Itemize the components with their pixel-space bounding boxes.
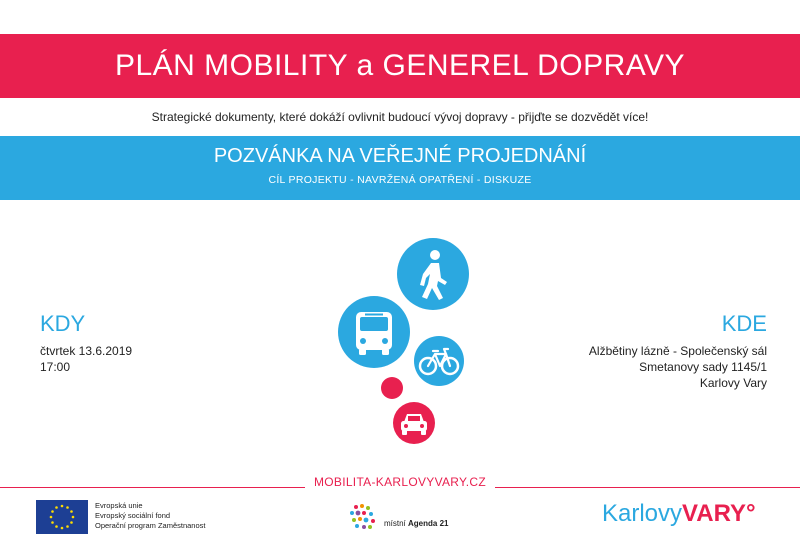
eu-text-1: Evropská unie [95,501,143,510]
bus-icon [338,296,410,368]
where-city: Karlovy Vary [699,376,767,390]
agenda21-logo-icon [348,503,380,531]
eu-text-3: Operační program Zaměstnanost [95,521,206,530]
website-link[interactable]: MOBILITA-KARLOVYVARY.CZ [313,475,487,489]
website-line-right [495,487,800,488]
invitation-heading: POZVÁNKA NA VEŘEJNÉ PROJEDNÁNÍ [213,145,587,167]
page-subtitle: Strategické dokumenty, které dokáží ovlivnit budoucí vývoj dopravy - přijďte se dozvědět více! [151,110,649,124]
page-title: PLÁN MOBILITY a GENEREL DOPRAVY [114,49,686,82]
website-line-left [0,487,305,488]
eu-flag-logo [36,500,88,534]
decorative-dot [381,377,403,399]
bicycle-circle [414,336,464,386]
car-circle [393,402,435,444]
when-title: KDY [40,311,86,336]
bicycle-icon [414,336,464,386]
where-title: KDE [721,311,767,336]
invitation-banner [0,136,800,200]
karlovy-vary-logo: KarlovyVARY° [602,500,756,527]
car-icon [393,402,435,444]
when-time: 17:00 [40,360,71,374]
eu-text-2: Evropský sociální fond [95,511,171,520]
title-banner [0,34,800,98]
bus-circle [338,296,410,368]
agenda21-text: místní Agenda 21 [384,519,449,528]
where-venue: Alžbětiny lázně - Společenský sál [588,344,767,358]
eu-stars-icon [36,500,88,534]
invitation-topics: CÍL PROJEKTU - NAVRŽENÁ OPATŘENÍ - DISKUZE [268,174,532,186]
where-address: Smetanovy sady 1145/1 [639,360,767,374]
when-date: čtvrtek 13.6.2019 [40,344,133,358]
